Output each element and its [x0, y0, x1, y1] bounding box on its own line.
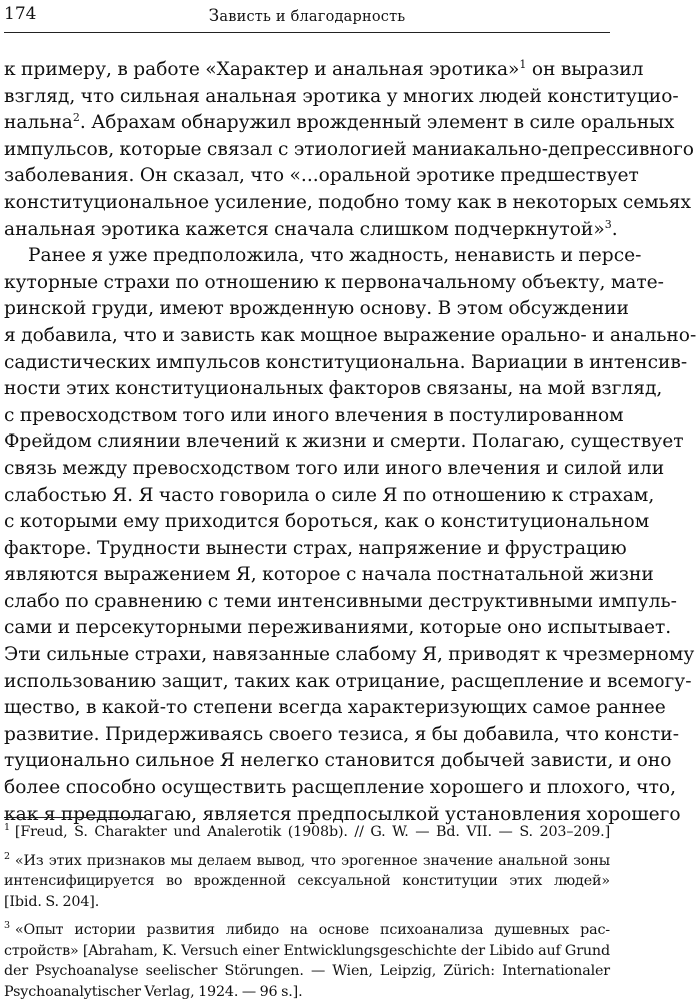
- footnote-1: $^1$ [Freud, S. Charakter und Analerotik (1908b). // G. W. — Bd. VII. — S. 203–209.]: [4, 822, 610, 840]
- footnote-line: [Ibid. S. 204].: [4, 893, 100, 910]
- text-line: связь между превосходством того или иного влечения и силой или: [4, 457, 665, 479]
- text-line: анальная эротика кажется сначала слишком подчеркнутой»$^3$.: [4, 217, 618, 240]
- text-line: развитие. Придерживаясь своего тезиса, я бы добавила, что консти-: [4, 723, 679, 745]
- text-line: слабо по сравнению с теми интенсивными деструктивными импуль-: [4, 590, 677, 612]
- text-line: сами и персекуторными переживаниями, которые оно испытывает.: [4, 617, 672, 639]
- text-line: факторе. Трудности вынести страх, напряжение и фрустрацию: [4, 537, 627, 559]
- footnote-number: 2: [4, 850, 10, 862]
- text-line: являются выражением Я, которое с начала постнатальной жизни: [4, 564, 654, 586]
- text-line: туционально сильное Я нелегко становится добычей зависти, и оно: [4, 750, 672, 772]
- text-line: ности этих конституциональных факторов связаны, на мой взгляд,: [4, 378, 663, 400]
- footnote-line: Psychoanalytischer Verlag, 1924. — 96 s.].: [4, 983, 303, 1000]
- text-line: импульсов, которые связал с этиологией маниакально-депрессивного: [4, 138, 694, 160]
- text-line: Фрейдом слиянии влечений к жизни и смерти. Полагаю, существует: [4, 431, 684, 453]
- text-line: с которыми ему приходится бороться, как о конституциональном: [4, 511, 650, 533]
- footnote-number: 3: [4, 920, 10, 932]
- footnote-line: der Psychoanalyse seelischer Störungen. — Wien, Leipzig, Zürich: Internationaler: [4, 963, 610, 979]
- text-line: более способно осуществить расщепление хорошего и плохого, что,: [4, 777, 676, 799]
- footnote-ref[interactable]: 1: [519, 57, 527, 71]
- text-line: щество, в какой-то степени всегда характеризующих самое раннее: [4, 697, 666, 719]
- footnote-ref[interactable]: 2: [72, 111, 80, 124]
- text-line: слабостью Я. Я часто говорила о силе Я по отношению к страхам,: [4, 484, 655, 506]
- text-line: Эти сильные страхи, навязанные слабому Я, приводят к чрезмерному: [4, 644, 695, 666]
- text-line: куторные страхи по отношению к первоначальному объекту, мате-: [4, 271, 664, 293]
- footnote-3: $^3$ «Опыт истории развития либидо на основе психоанализа душевных рас-: [4, 920, 610, 938]
- footnote-number: 1: [4, 822, 10, 834]
- text-line: с превосходством того или иного влечения в постулированном: [4, 404, 624, 426]
- footnotes: [4, 822, 610, 1002]
- footnote-line: интенсифицируется во врожденной сексуальной конституции этих людей»: [4, 873, 610, 889]
- running-head: Зависть и благодарность: [208, 6, 406, 26]
- footnote-ref[interactable]: 3: [604, 217, 612, 231]
- text-line: к примеру, в работе «Характер и анальная эротика»$^1$ он выразил: [4, 57, 644, 80]
- text-line: взгляд, что сильная анальная эротика у многих людей конституцио-: [4, 85, 679, 107]
- text-line: я добавила, что и зависть как мощное выражение орально- и анально-: [4, 324, 696, 346]
- text-line: нальна$^2$. Абрахам обнаружил врожденный элемент в силе оральных: [4, 111, 675, 134]
- footnote-line: стройств» [Abraham, K. Versuch einer Entwicklungsgeschichte der Libido auf Grund: [4, 942, 610, 959]
- text-line: использованию защит, таких как отрицание, расщепление и всемогу-: [4, 670, 692, 692]
- text-line: Ранее я уже предположила, что жадность, ненависть и персе-: [28, 245, 642, 267]
- text-line: заболевания. Он сказал, что «...оральной эротике предшествует: [4, 165, 639, 187]
- page-header: [4, 2, 610, 33]
- footnote-2: $^2$ «Из этих признаков мы делаем вывод, что эрогенное значение анальной зоны: [4, 850, 610, 869]
- body-text: [4, 57, 696, 828]
- text-line: как я предполагаю, является предпосылкой установления хорошего: [4, 803, 681, 825]
- text-line: садистических импульсов конституциональна. Вариации в интенсив-: [4, 351, 688, 373]
- text-line: ринской груди, имеют врожденную основу. В этом обсуждении: [4, 298, 629, 320]
- page-number: 174: [4, 4, 37, 24]
- text-line: конституциональное усиление, подобно тому как в некоторых семьях: [4, 191, 692, 213]
- footnote-divider: [4, 817, 144, 818]
